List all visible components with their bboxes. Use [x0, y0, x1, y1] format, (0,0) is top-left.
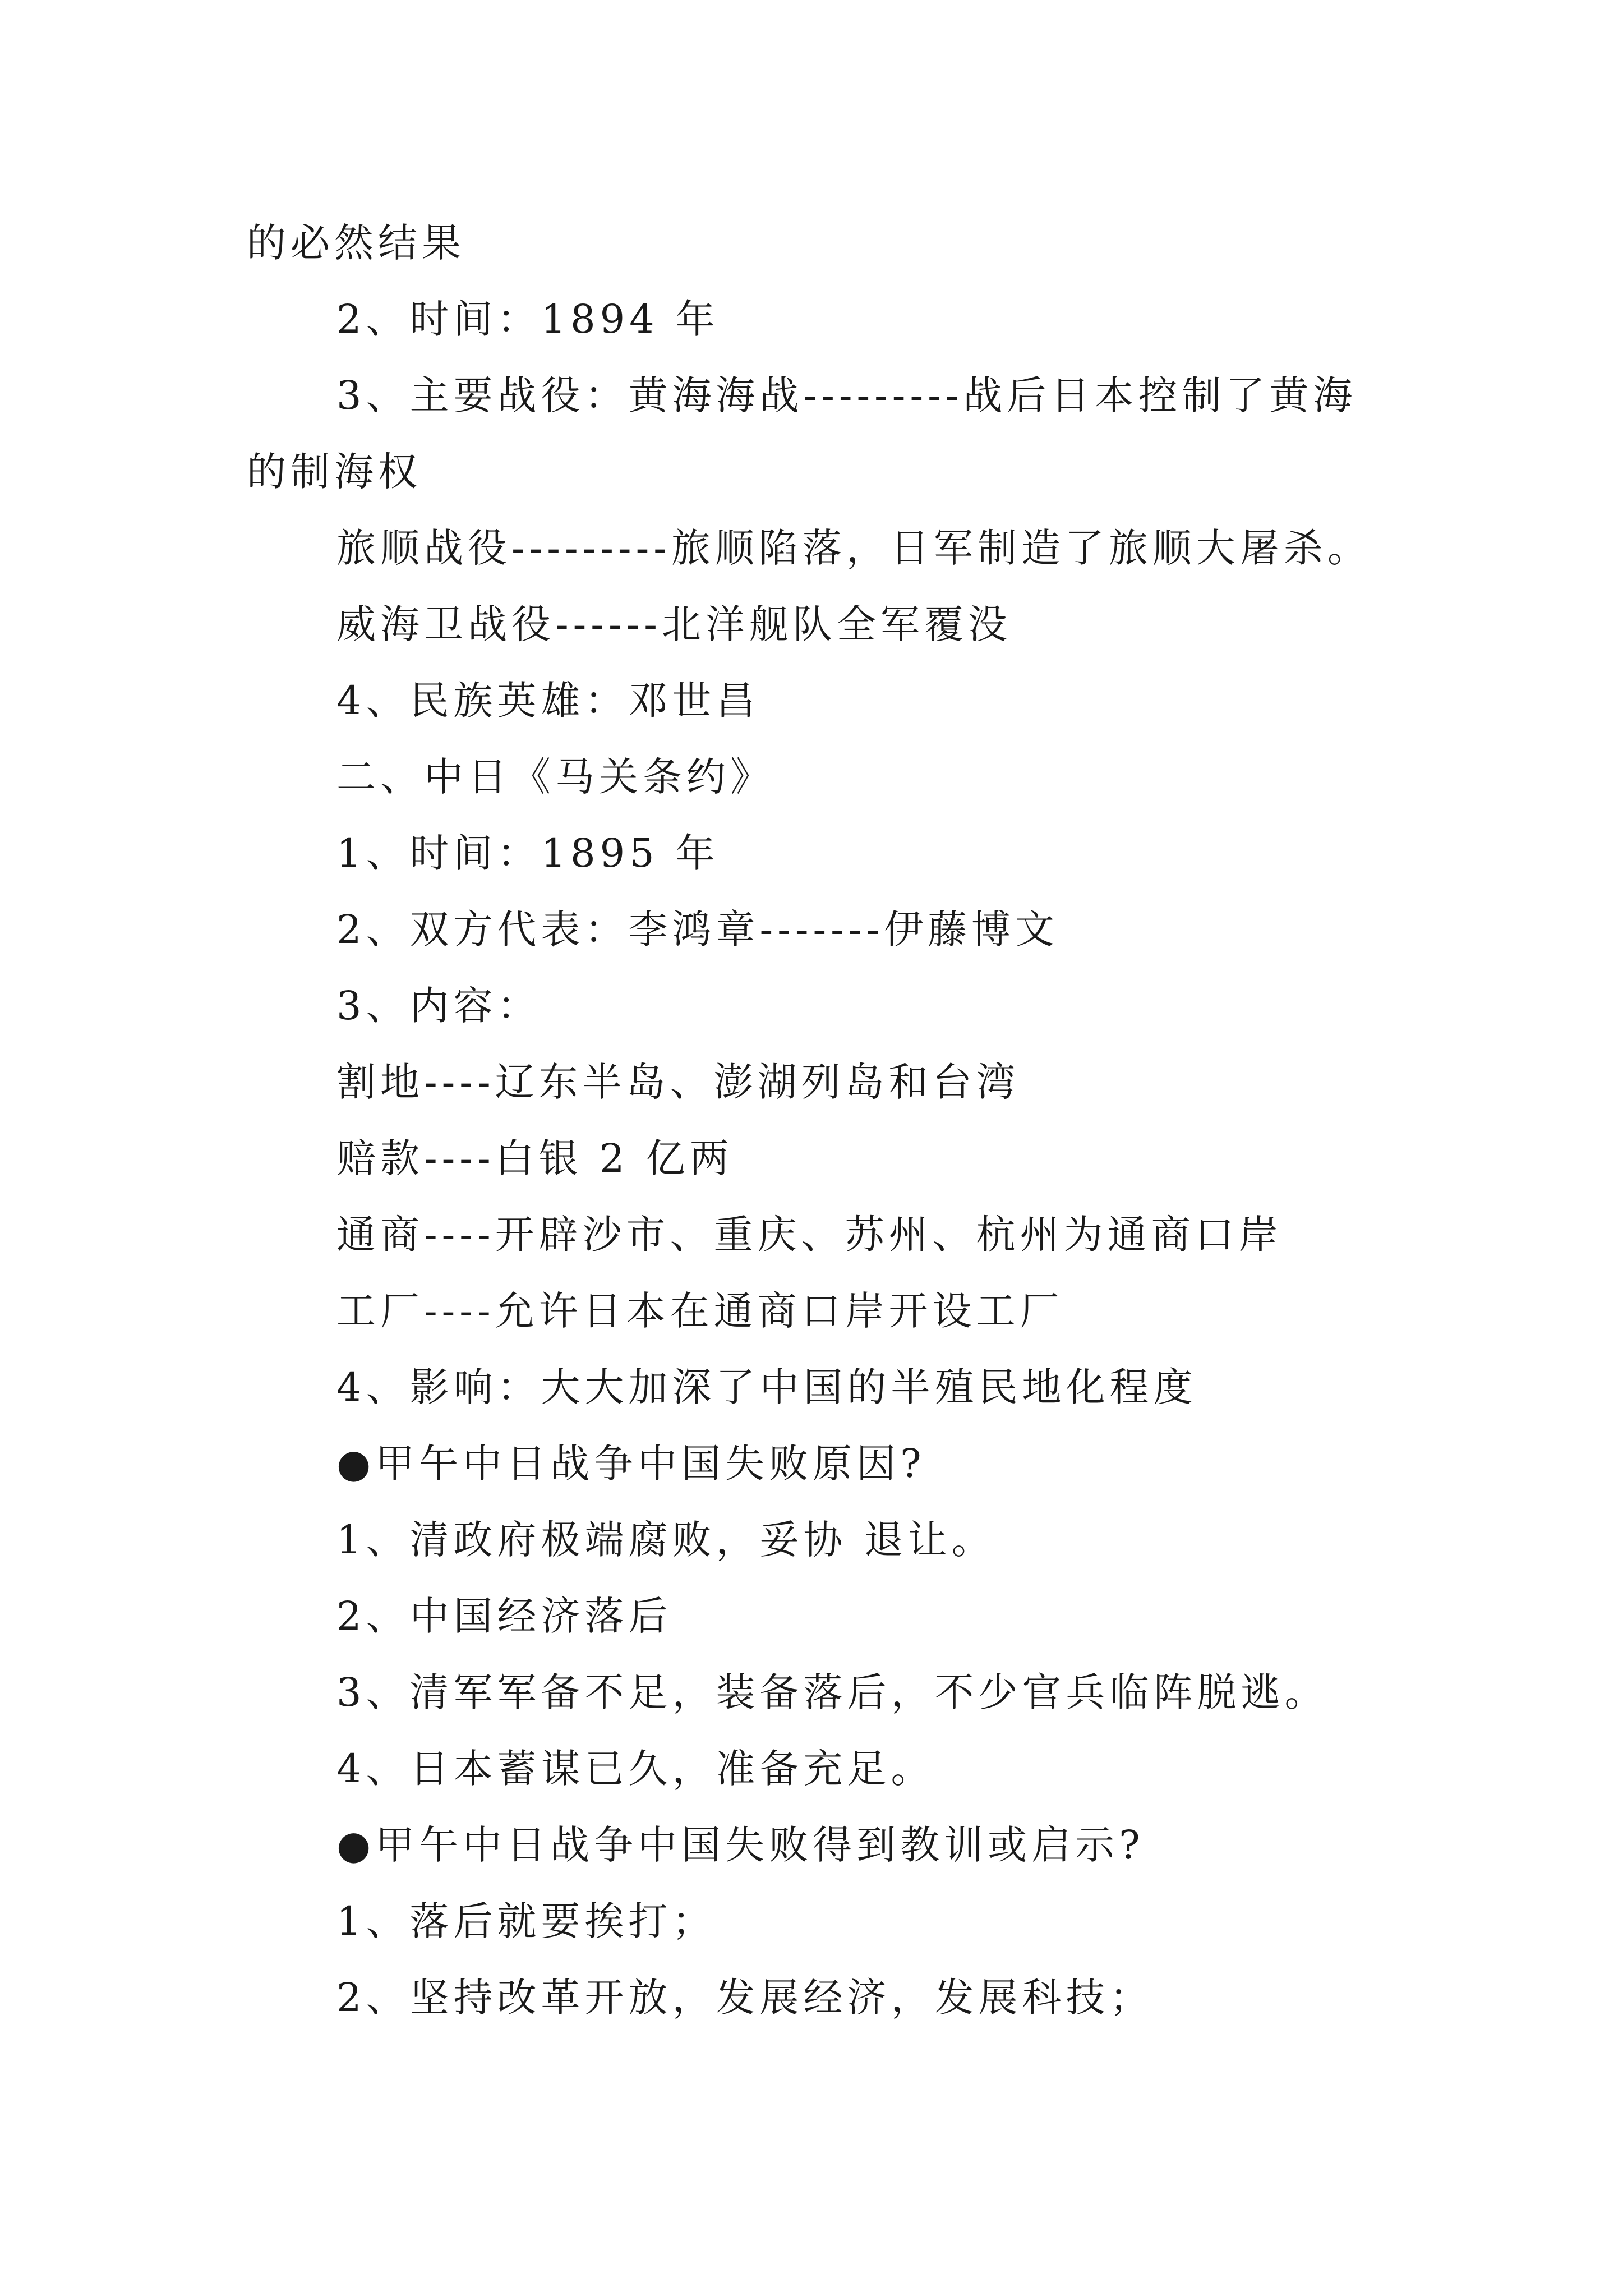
- text-line: 1、落后就要挨打；: [336, 1898, 716, 1944]
- section-heading: 二、中日《马关条约》: [336, 754, 774, 800]
- text-line: 2、时间：1894 年: [336, 296, 720, 342]
- text-line: 割地----辽东半岛、澎湖列岛和台湾: [336, 1059, 1020, 1105]
- text-line: 旅顺战役---------旅顺陷落，日军制造了旅顺大屠杀。: [336, 525, 1371, 571]
- text-line: 的必然结果: [247, 220, 465, 266]
- text-line: 通商----开辟沙市、重庆、苏州、杭州为通商口岸: [336, 1212, 1283, 1258]
- text-line: 3、主要战役：黄海海战---------战后日本控制了黄海: [336, 372, 1357, 418]
- text-line: 4、日本蓄谋已久，准备充足。: [336, 1746, 935, 1792]
- text-line: 4、民族英雄：邓世昌: [336, 678, 760, 724]
- text-line: 1、清政府极端腐败，妥协 退让。: [336, 1517, 995, 1563]
- text-line: 2、双方代表：李鸿章-------伊藤博文: [336, 907, 1059, 953]
- text-line: 3、内容：: [336, 983, 541, 1029]
- text-line: 1、时间：1895 年: [336, 830, 720, 876]
- text-line: 4、影响：大大加深了中国的半殖民地化程度: [336, 1364, 1197, 1410]
- text-line: 2、中国经济落后: [336, 1593, 672, 1639]
- text-line: 赔款----白银 2 亿两: [336, 1135, 734, 1181]
- text-line: 3、清军军备不足，装备落后，不少官兵临阵脱逃。: [336, 1669, 1329, 1715]
- text-line: 威海卫战役------北洋舰队全军覆没: [336, 601, 1012, 647]
- bullet-heading: ●甲午中日战争中国失败原因?: [336, 1441, 926, 1487]
- text-line: 2、坚持改革开放，发展经济，发展科技；: [336, 1975, 1154, 2021]
- bullet-heading: ●甲午中日战争中国失败得到教训或启示?: [336, 1822, 1145, 1868]
- text-line: 工厂----允许日本在通商口岸开设工厂: [336, 1288, 1064, 1334]
- text-line: 的制海权: [247, 449, 422, 495]
